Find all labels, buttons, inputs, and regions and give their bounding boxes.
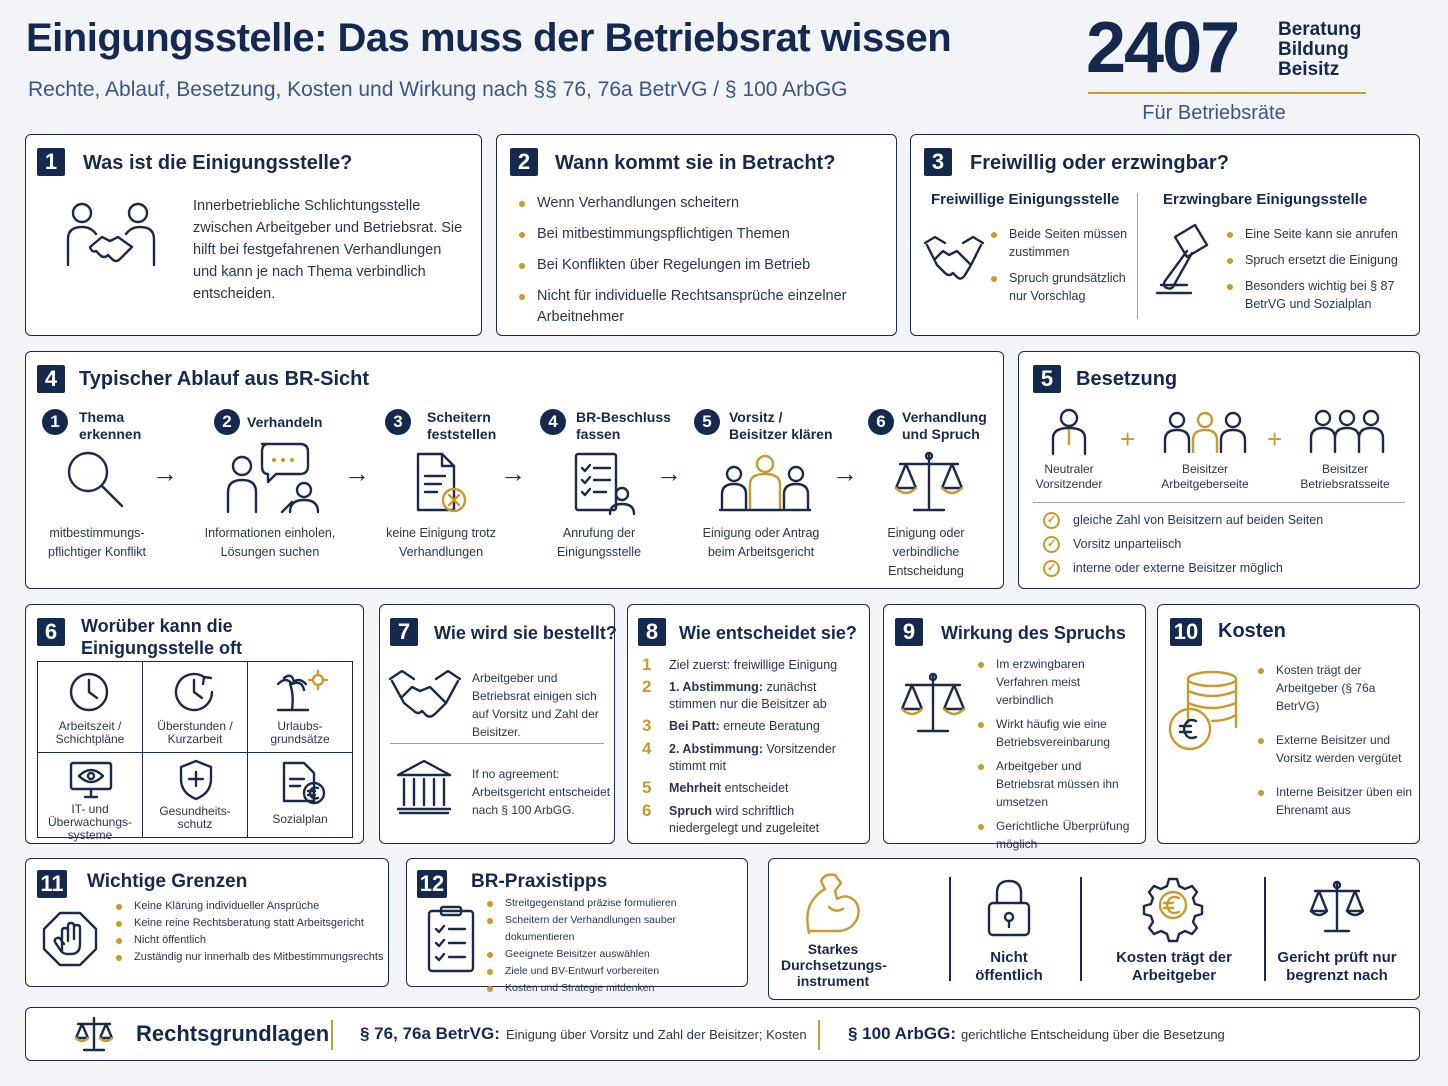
section-number: 3	[924, 148, 952, 176]
section-process	[25, 351, 1004, 589]
section-title: Wichtige Grenzen	[87, 871, 248, 892]
enforceable-title: Erzwingbare Einigungsstelle	[1163, 191, 1368, 208]
handshake-people-icon	[64, 201, 160, 273]
list-item: Spruch ersetzt die Einigung	[1225, 251, 1415, 269]
limits-list	[114, 898, 384, 966]
list-item: Bei mitbestimmungspflichtigen Themen	[517, 224, 877, 245]
list-item: Externe Beisitzer und Vorsitz werden vergütet	[1256, 731, 1418, 767]
divider	[949, 877, 951, 981]
footer-legal-basis	[25, 1007, 1420, 1061]
effect-list	[976, 655, 1140, 853]
step-label: BR-Beschluss fassen	[576, 409, 671, 442]
section-number: 8	[638, 618, 666, 646]
muscle-arm-icon	[803, 873, 861, 937]
step-number: 3	[385, 409, 411, 435]
legal-ref: § 76, 76a BetrVG:	[360, 1024, 500, 1043]
topic-label: Arbeitszeit / Schichtpläne	[55, 719, 125, 746]
chat-people-icon	[226, 440, 320, 516]
logo-divider	[1088, 92, 1366, 94]
handshake-icon	[388, 667, 462, 717]
logo-word: Beratung	[1278, 19, 1362, 40]
list-item: Keine reine Rechtsberatung statt Arbeitsgericht	[114, 915, 384, 932]
section-number: 2	[510, 148, 538, 176]
document-euro-icon	[282, 761, 326, 805]
summary-label: Starkes Durchsetzungs-instrument	[781, 941, 887, 989]
topic-label: Gesundheits-schutz	[159, 804, 231, 831]
list-item: Beide Seiten müssen zustimmen	[989, 225, 1129, 261]
topic-label: Urlaubs-grundsätze	[270, 719, 330, 746]
step-bold: Mehrheit	[669, 781, 722, 795]
topic-cell	[247, 661, 353, 753]
step-label: Vorsitz / Beisitzer klären	[729, 409, 833, 442]
step-bold: Spruch	[669, 804, 713, 818]
monitor-eye-icon	[69, 761, 113, 801]
list-item: Besonders wichtig bei § 87 BetrVG und Sozialplan	[1225, 277, 1415, 313]
document-x-icon	[416, 452, 468, 516]
page-title: Einigungsstelle: Das muss der Betriebsrat wissen	[26, 16, 952, 60]
courthouse-icon	[396, 757, 452, 815]
section-limits	[25, 858, 389, 987]
list-item: Nicht für individuelle Rechtsansprüche einzelner Arbeitnehmer	[517, 286, 877, 328]
section-effect	[883, 604, 1146, 851]
arrow-icon: →	[656, 458, 682, 488]
section-number: 4	[37, 365, 65, 393]
section-number: 6	[37, 618, 65, 646]
list-item: Nicht öffentlich	[114, 932, 384, 949]
list-item: Arbeitgeber und Betriebsrat müssen ihn umsetzen	[976, 757, 1140, 811]
section-number: 1	[37, 148, 65, 176]
palm-sun-icon	[276, 670, 328, 712]
section-number: 9	[895, 618, 923, 646]
coins-euro-icon	[1168, 669, 1240, 753]
section-title: Wie wird sie bestellt?	[434, 623, 617, 643]
section-decision	[627, 604, 870, 844]
section-text: Arbeitgeber und Betriebsrat einigen sich auf Vorsitz und Zahl der Beisitzer.	[472, 671, 599, 739]
topic-cell	[37, 752, 143, 842]
divider	[390, 743, 604, 744]
clock-arrow-icon	[174, 672, 214, 712]
step-text: entscheidet	[721, 781, 789, 795]
divider	[1080, 877, 1082, 981]
step-desc: Anrufung der Einigungsstelle	[556, 526, 642, 559]
voluntary-title: Freiwillige Einigungsstelle	[931, 191, 1120, 208]
when-list	[517, 193, 877, 328]
section-what-is	[25, 134, 482, 336]
checklist-icon	[574, 452, 634, 518]
list-item: Kosten und Strategie mitdenken	[485, 980, 745, 997]
handshake-icon	[923, 233, 985, 279]
role-label: Beisitzer Betriebsratsseite	[1300, 462, 1390, 491]
step-number: 2	[642, 677, 652, 696]
plus-icon: +	[1120, 424, 1136, 454]
step-number: 1	[42, 409, 68, 435]
decision-step	[669, 741, 859, 775]
section-number: 11	[37, 870, 67, 898]
check-item	[1043, 536, 1403, 560]
section-voluntary-or-enforceable	[910, 134, 1420, 336]
divider	[1264, 877, 1266, 981]
section-tips	[406, 858, 748, 994]
step-number: 1	[642, 655, 652, 674]
list-item: Gerichtliche Überprüfung möglich	[976, 817, 1140, 853]
section-text: If no agreement: Arbeitsgericht entscheidet nach § 100 ArbGG.	[472, 767, 611, 817]
chair-person-icon	[1049, 408, 1089, 456]
decision-step	[669, 780, 864, 797]
list-item: Scheitern der Verhandlungen sauber dokumentieren	[485, 912, 745, 946]
step-text: Ziel zuerst: freiwillige Einigung	[669, 658, 838, 672]
group-icon	[720, 454, 810, 512]
logo-words	[1278, 20, 1361, 80]
gavel-icon	[1153, 223, 1223, 297]
tips-list	[485, 895, 745, 997]
section-title: Freiwillig oder erzwingbar?	[970, 152, 1229, 174]
logo-number: 2407	[1086, 8, 1239, 88]
logo-tagline: Für Betriebsräte	[1142, 102, 1286, 124]
column-divider	[1137, 193, 1138, 319]
list-item: Interne Beisitzer üben ein Ehrenamt aus	[1256, 783, 1418, 819]
list-item: Im erzwingbaren Verfahren meist verbindlich	[976, 655, 1140, 709]
section-appointment	[379, 604, 615, 844]
logo-word: Beisitz	[1278, 59, 1340, 80]
section-number: 10	[1170, 618, 1202, 646]
topic-label: Überstunden / Kurzarbeit	[157, 719, 233, 746]
decision-step	[669, 803, 864, 837]
step-desc: mitbestimmungs-pflichtiger Konflikt	[48, 526, 146, 559]
enforceable-list	[1225, 225, 1415, 313]
step-bold: 1. Abstimmung:	[669, 680, 763, 694]
section-costs	[1157, 604, 1420, 844]
scales-icon	[74, 1016, 114, 1052]
step-number: 2	[214, 409, 240, 435]
topic-label: IT- und Überwachungs-systeme	[47, 802, 133, 842]
step-text: zunächst stimmen nur die Beisitzer ab	[669, 680, 827, 711]
step-text: wird schriftlich niedergelegt und zugeleitet	[669, 804, 820, 835]
section-title: Worüber kann die Einigungsstelle oft	[81, 616, 243, 658]
list-item: Eine Seite kann sie anrufen	[1225, 225, 1415, 243]
composition-checks	[1043, 512, 1403, 584]
lock-icon	[987, 879, 1031, 937]
decision-step	[669, 718, 864, 735]
arrow-icon: →	[500, 458, 526, 488]
topic-cell	[37, 661, 143, 753]
scales-icon	[900, 671, 966, 735]
section-when	[496, 134, 897, 336]
stop-hand-icon	[42, 911, 98, 969]
summary-strip	[768, 858, 1420, 1000]
decision-step	[669, 679, 864, 713]
employer-group-icon	[1165, 410, 1245, 454]
step-number: 4	[540, 409, 566, 435]
step-bold: 2. Abstimmung:	[669, 742, 763, 756]
section-text: Innerbetriebliche Schlichtungsstelle zwischen Arbeitgeber und Betriebsrat. Sie hilft bei festgefahrenen Verhandlungen und kann je nach Thema verbindlich entscheiden.	[193, 198, 463, 302]
check-item	[1043, 560, 1403, 584]
section-title: Wie entscheidet sie?	[679, 623, 857, 643]
list-item: Geeignete Beisitzer auswählen	[485, 946, 745, 963]
check-text: interne oder externe Beisitzer möglich	[1073, 561, 1283, 575]
plus-icon: +	[1267, 424, 1283, 454]
step-desc: Einigung oder verbindliche Entscheidung	[887, 526, 965, 578]
divider	[818, 1020, 820, 1050]
divider	[331, 1020, 333, 1050]
list-item: Ziele und BV-Entwurf vorbereiten	[485, 963, 745, 980]
list-item: Wirkt häufig wie eine Betriebsvereinbarung	[976, 715, 1140, 751]
section-topics	[25, 604, 364, 844]
step-number: 5	[642, 778, 652, 797]
role-label: Beisitzer Arbeitgeberseite	[1161, 462, 1249, 491]
section-title: BR-Praxistipps	[471, 871, 608, 892]
list-item: Kosten trägt der Arbeitgeber (§ 76a BetrVG)	[1256, 661, 1418, 715]
list-item: Wenn Verhandlungen scheitern	[517, 193, 877, 214]
arrow-icon: →	[344, 458, 370, 488]
step-label: Scheitern feststellen	[427, 409, 497, 442]
page-subtitle: Rechte, Ablauf, Besetzung, Kosten und Wirkung nach §§ 76, 76a BetrVG / § 100 ArbGG	[28, 78, 848, 101]
section-title: Besetzung	[1076, 368, 1178, 390]
check-text: gleiche Zahl von Beisitzern auf beiden Seiten	[1073, 513, 1324, 527]
topic-cell	[142, 661, 248, 753]
list-item: Bei Konflikten über Regelungen im Betrieb	[517, 255, 877, 276]
decision-step	[669, 657, 869, 674]
scales-icon	[894, 450, 964, 514]
section-number: 12	[417, 870, 447, 898]
divider	[1033, 502, 1405, 503]
summary-label: Nicht öffentlich	[975, 949, 1043, 984]
magnifier-icon	[66, 450, 126, 512]
legal-ref-text: Einigung über Vorsitz und Zahl der Beisitzer; Kosten	[506, 1027, 807, 1042]
list-item: Keine Klärung individueller Ansprüche	[114, 898, 384, 915]
legal-ref-text: gerichtliche Entscheidung über die Besetzung	[961, 1027, 1225, 1042]
scales-icon	[1309, 879, 1365, 935]
role-label: Neutraler Vorsitzender	[1035, 462, 1103, 491]
section-title: Kosten	[1218, 620, 1286, 642]
arrow-icon: →	[152, 458, 178, 488]
clock-icon	[69, 672, 109, 712]
check-icon: ✓	[1043, 536, 1060, 553]
section-title: Was ist die Einigungsstelle?	[83, 152, 353, 174]
section-number: 7	[390, 618, 418, 646]
step-desc: keine Einigung trotz Verhandlungen	[386, 526, 496, 559]
works-council-group-icon	[1311, 410, 1383, 454]
step-label: Thema erkennen	[79, 409, 142, 442]
section-title: Typischer Ablauf aus BR-Sicht	[79, 368, 370, 390]
step-label: Verhandeln	[247, 414, 323, 430]
step-number: 6	[642, 801, 652, 820]
step-bold: Bei Patt:	[669, 719, 720, 733]
footer-title: Rechtsgrundlagen	[136, 1021, 330, 1046]
clipboard-checklist-icon	[427, 905, 475, 973]
check-icon: ✓	[1043, 560, 1060, 577]
check-text: Vorsitz unparteiisch	[1073, 537, 1182, 551]
list-item: Streitgegenstand präzise formulieren	[485, 895, 745, 912]
logo-word: Bildung	[1278, 39, 1349, 60]
gear-euro-icon	[1145, 877, 1201, 933]
check-item	[1043, 512, 1403, 536]
list-item: Zuständig nur innerhalb des Mitbestimmungsrechts	[114, 949, 384, 966]
summary-label: Gericht prüft nur begrenzt nach	[1277, 949, 1397, 984]
step-text: Vorsitzender stimmt mit	[669, 742, 836, 773]
step-label: Verhandlung und Spruch	[902, 409, 987, 442]
section-title: Wirkung des Spruchs	[941, 623, 1126, 643]
step-desc: Informationen einholen, Lösungen suchen	[204, 526, 336, 559]
shield-cross-icon	[178, 759, 214, 801]
step-text: erneute Beratung	[719, 719, 820, 733]
arrow-icon: →	[832, 458, 858, 488]
section-composition	[1018, 351, 1420, 589]
step-number: 4	[642, 739, 652, 758]
step-number: 3	[642, 716, 652, 735]
summary-label: Kosten trägt der Arbeitgeber	[1116, 949, 1232, 984]
voluntary-list	[989, 225, 1129, 305]
costs-list	[1256, 661, 1418, 819]
topic-label: Sozialplan	[272, 812, 328, 826]
topic-cell	[142, 752, 248, 838]
legal-ref: § 100 ArbGG:	[848, 1024, 957, 1043]
section-title: Wann kommt sie in Betracht?	[555, 152, 836, 174]
list-item: Spruch grundsätzlich nur Vorschlag	[989, 269, 1129, 305]
step-desc: Einigung oder Antrag beim Arbeitsgericht	[702, 526, 820, 559]
section-number: 5	[1033, 365, 1061, 393]
step-number: 6	[868, 409, 894, 435]
step-number: 5	[694, 409, 720, 435]
check-icon: ✓	[1043, 512, 1060, 529]
topic-cell	[247, 752, 353, 838]
